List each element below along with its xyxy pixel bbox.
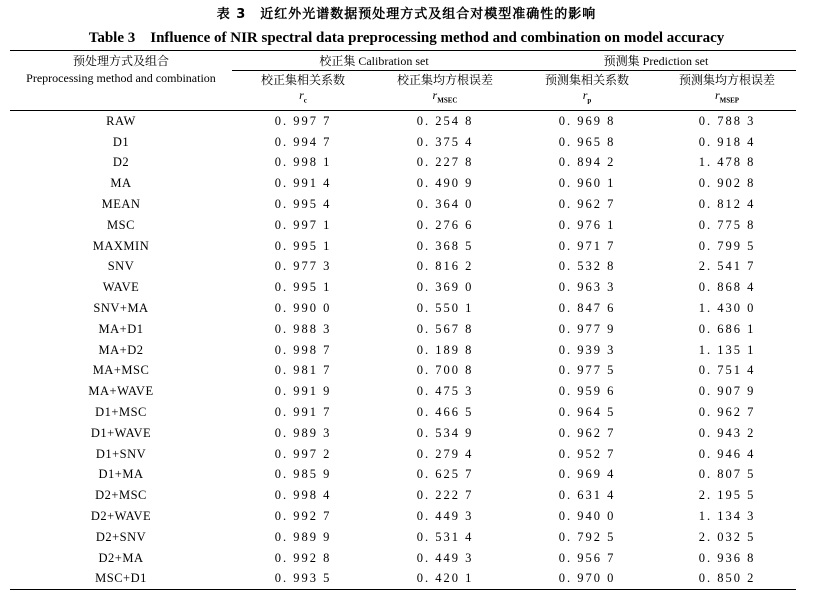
- rp-cell: 0. 956 7: [558, 550, 616, 565]
- rmsec-cell: 0. 449 3: [416, 509, 474, 524]
- rmsep-cell: 0. 799 5: [698, 238, 756, 253]
- method-cell: SNV+MA: [93, 301, 149, 316]
- rp-cell: 0. 939 3: [558, 342, 616, 357]
- method-cell: RAW: [106, 113, 136, 128]
- table-row: [10, 444, 796, 465]
- table-body: [10, 111, 796, 590]
- method-cell: D1+WAVE: [90, 425, 152, 440]
- rmsep-cell: 1. 478 8: [698, 155, 756, 170]
- method-cell: D2+MSC: [95, 488, 147, 503]
- rmsep-cell: 0. 936 8: [698, 550, 756, 565]
- rmsec-cell: 0. 364 0: [416, 197, 474, 212]
- method-cell: SNV: [107, 259, 135, 274]
- rc-cell: 0. 988 3: [274, 321, 332, 336]
- rc-cell: 0. 997 2: [274, 446, 332, 461]
- rmsec-cell: 0. 449 3: [416, 550, 474, 565]
- rmsep-cell: 0. 775 8: [698, 217, 756, 232]
- rmsec-cell: 0. 531 4: [416, 529, 474, 544]
- rmsec-cell: 0. 625 7: [416, 467, 474, 482]
- table-row: [10, 215, 796, 236]
- table-row: [10, 111, 796, 132]
- method-cell: MSC+D1: [10, 569, 232, 590]
- rp-cell: 0. 952 7: [558, 446, 616, 461]
- rc-cell: 0. 991 9: [274, 384, 332, 399]
- rc-cell: 0. 989 9: [274, 529, 332, 544]
- table-title-english: Table 3 Influence of NIR spectral data preprocessing method and combination on model accuracy: [88, 30, 725, 46]
- rp-cell: 0. 969 4: [558, 467, 616, 482]
- rc-cell: 0. 994 7: [274, 134, 332, 149]
- rmsec-cell: 0. 816 2: [416, 259, 474, 274]
- table-row: [10, 340, 796, 361]
- rc-cell: 0. 997 1: [274, 217, 332, 232]
- rmsec-cell: 0. 189 8: [416, 342, 474, 357]
- rmsec-cell: 0. 466 5: [416, 405, 474, 420]
- rp-cell: 0. 971 7: [558, 238, 616, 253]
- rp-cell: 0. 962 7: [558, 425, 616, 440]
- rc-cell: 0. 991 4: [274, 176, 332, 191]
- symbol-blank: [10, 88, 232, 111]
- rmsec-cell: 0. 567 8: [416, 321, 474, 336]
- rc-cell: 0. 992 8: [274, 550, 332, 565]
- rmsep-cell: 0. 751 4: [698, 363, 756, 378]
- table-row: [10, 236, 796, 257]
- method-cell: MSC: [107, 217, 135, 232]
- rc-cell: 0. 998 4: [274, 488, 332, 503]
- table-row: [10, 569, 796, 590]
- rp-cell: 0. 962 7: [558, 197, 616, 212]
- table-row: [10, 257, 796, 278]
- rp-cell: 0. 977 5: [558, 363, 616, 378]
- rmsec-cell: 0. 534 9: [416, 425, 474, 440]
- symbol-rmsec: $r_{MSEC}$: [374, 88, 516, 111]
- rmsec-cell: 0. 475 3: [416, 384, 474, 399]
- method-cell: D2+MA: [98, 550, 144, 565]
- rc-cell: 0. 995 1: [274, 280, 332, 295]
- method-cell: D2+SNV: [95, 529, 147, 544]
- symbol-rmsep: $r_{MSEP}$: [658, 88, 796, 111]
- rmsec-cell: 0. 700 8: [416, 363, 474, 378]
- rmsep-cell: 0. 918 4: [698, 134, 756, 149]
- rmsep-cell: 0. 962 7: [698, 405, 756, 420]
- col-header-pred-corr: 预测集相关系数: [544, 73, 629, 87]
- rmsep-cell: 0. 850 2: [658, 569, 796, 590]
- stub-header-chinese: 预处理方式及组合: [72, 53, 169, 68]
- method-cell: WAVE: [102, 280, 140, 295]
- stub-header-english: Preprocessing method and combination: [26, 70, 216, 85]
- table-row: [10, 423, 796, 444]
- symbol-rp: $r_p$: [516, 88, 658, 111]
- rmsep-cell: 2. 032 5: [698, 529, 756, 544]
- rc-cell: 0. 995 4: [274, 197, 332, 212]
- rmsep-cell: 0. 807 5: [698, 467, 756, 482]
- rc-cell: 0. 995 1: [274, 238, 332, 253]
- rp-cell: 0. 970 0: [516, 569, 658, 590]
- method-cell: D1+MA: [98, 467, 144, 482]
- rp-cell: 0. 847 6: [558, 301, 616, 316]
- rmsec-cell: 0. 375 4: [416, 134, 474, 149]
- symbol-rc: $r_c$: [232, 88, 374, 111]
- rmsec-cell: 0. 279 4: [416, 446, 474, 461]
- table-row: [10, 298, 796, 319]
- rmsec-cell: 0. 368 5: [416, 238, 474, 253]
- method-cell: D2: [112, 155, 130, 170]
- rc-cell: 0. 977 3: [274, 259, 332, 274]
- rmsep-cell: 1. 134 3: [698, 509, 756, 524]
- table-row: [10, 173, 796, 194]
- table-title-chinese: 表 3 近红外光谱数据预处理方式及组合对模型准确性的影响: [216, 7, 597, 22]
- rmsep-cell: 0. 812 4: [698, 197, 756, 212]
- prediction-group-header: 预测集 Prediction set: [516, 51, 796, 71]
- method-cell: MA+D1: [98, 321, 144, 336]
- table-row: [10, 548, 796, 569]
- rmsec-cell: 0. 420 1: [374, 569, 516, 590]
- rc-cell: 0. 997 7: [274, 113, 332, 128]
- rc-cell: 0. 981 7: [274, 363, 332, 378]
- rc-cell: 0. 990 0: [274, 301, 332, 316]
- rc-cell: 0. 998 1: [274, 155, 332, 170]
- rmsep-cell: 2. 541 7: [698, 259, 756, 274]
- col-header-pred-rmse: 预测集均方根误差: [678, 73, 775, 87]
- method-cell: MA+WAVE: [88, 384, 154, 399]
- rc-cell: 0. 989 3: [274, 425, 332, 440]
- rp-cell: 0. 532 8: [558, 259, 616, 274]
- rc-cell: 0. 985 9: [274, 467, 332, 482]
- rmsec-cell: 0. 276 6: [416, 217, 474, 232]
- col-header-cal-corr: 校正集相关系数: [260, 73, 345, 87]
- method-cell: D2+WAVE: [90, 509, 152, 524]
- rp-cell: 0. 960 1: [558, 176, 616, 191]
- table-row: [10, 485, 796, 506]
- rc-cell: 0. 993 5: [232, 569, 374, 590]
- calibration-group-header: 校正集 Calibration set: [232, 51, 516, 71]
- rc-cell: 0. 998 7: [274, 342, 332, 357]
- rmsep-cell: 0. 946 4: [698, 446, 756, 461]
- col-header-cal-rmse: 校正集均方根误差: [396, 73, 493, 87]
- rmsec-cell: 0. 227 8: [416, 155, 474, 170]
- rmsep-cell: 1. 430 0: [698, 301, 756, 316]
- table-row: [10, 153, 796, 174]
- table-row: [10, 402, 796, 423]
- rp-cell: 0. 963 3: [558, 280, 616, 295]
- rp-cell: 0. 969 8: [558, 113, 616, 128]
- rp-cell: 0. 792 5: [558, 529, 616, 544]
- method-cell: MA: [110, 176, 132, 191]
- method-cell: D1+SNV: [95, 446, 147, 461]
- table-row: [10, 132, 796, 153]
- rc-cell: 0. 991 7: [274, 405, 332, 420]
- rp-cell: 0. 965 8: [558, 134, 616, 149]
- rmsec-cell: 0. 490 9: [416, 176, 474, 191]
- table-row: [10, 381, 796, 402]
- table-row: [10, 506, 796, 527]
- results-table: [10, 50, 796, 590]
- rp-cell: 0. 964 5: [558, 405, 616, 420]
- rmsec-cell: 0. 550 1: [416, 301, 474, 316]
- method-cell: MEAN: [101, 197, 141, 212]
- stub-header: [10, 51, 232, 89]
- method-cell: MA+D2: [98, 342, 144, 357]
- rmsep-cell: 0. 902 8: [698, 176, 756, 191]
- rp-cell: 0. 631 4: [558, 488, 616, 503]
- rmsep-cell: 2. 195 5: [698, 488, 756, 503]
- rmsep-cell: 0. 907 9: [698, 384, 756, 399]
- table-row: [10, 277, 796, 298]
- rmsec-cell: 0. 254 8: [416, 113, 474, 128]
- rmsep-cell: 0. 686 1: [698, 321, 756, 336]
- rp-cell: 0. 959 6: [558, 384, 616, 399]
- rmsep-cell: 0. 868 4: [698, 280, 756, 295]
- method-cell: D1: [112, 134, 130, 149]
- rp-cell: 0. 940 0: [558, 509, 616, 524]
- rp-cell: 0. 894 2: [558, 155, 616, 170]
- table-row: [10, 465, 796, 486]
- table-row: [10, 194, 796, 215]
- rmsec-cell: 0. 369 0: [416, 280, 474, 295]
- method-cell: MAXMIN: [92, 238, 150, 253]
- rc-cell: 0. 992 7: [274, 509, 332, 524]
- rmsep-cell: 0. 788 3: [698, 113, 756, 128]
- method-cell: D1+MSC: [95, 405, 147, 420]
- rmsep-cell: 0. 943 2: [698, 425, 756, 440]
- table-row: [10, 319, 796, 340]
- rp-cell: 0. 977 9: [558, 321, 616, 336]
- table-row: [10, 527, 796, 548]
- rmsep-cell: 1. 135 1: [698, 342, 756, 357]
- table-row: [10, 361, 796, 382]
- rp-cell: 0. 976 1: [558, 217, 616, 232]
- rmsec-cell: 0. 222 7: [416, 488, 474, 503]
- method-cell: MA+MSC: [92, 363, 150, 378]
